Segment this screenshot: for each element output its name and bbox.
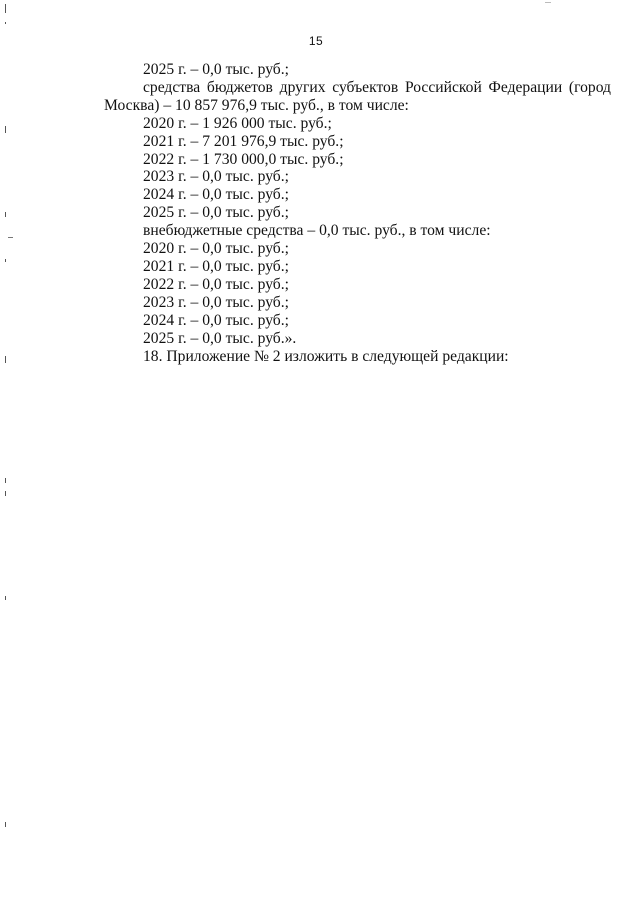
text-line: Москва) – 10 857 976,9 тыс. руб., в том числе: bbox=[104, 96, 409, 114]
scan-mark bbox=[545, 2, 551, 3]
text-line: 2022 г. – 1 730 000,0 тыс. руб.; bbox=[143, 150, 344, 168]
text-line: 2025 г. – 0,0 тыс. руб.; bbox=[143, 204, 289, 222]
text-line: 2021 г. – 0,0 тыс. руб.; bbox=[143, 257, 289, 275]
text-line: 2024 г. – 0,0 тыс. руб.; bbox=[143, 311, 289, 329]
text-line: 2020 г. – 0,0 тыс. руб.; bbox=[143, 240, 289, 258]
text-line: 2024 г. – 0,0 тыс. руб.; bbox=[143, 186, 289, 204]
text-line: 2025 г. – 0,0 тыс. руб.; bbox=[143, 61, 289, 78]
scan-mark bbox=[5, 259, 6, 262]
scan-mark bbox=[5, 356, 6, 363]
scan-mark bbox=[5, 22, 6, 24]
text-line: 2021 г. – 7 201 976,9 тыс. руб.; bbox=[143, 132, 344, 150]
scan-mark bbox=[5, 212, 6, 217]
document-body bbox=[104, 61, 611, 365]
scan-mark bbox=[5, 126, 6, 133]
text-line: 2020 г. – 1 926 000 тыс. руб.; bbox=[143, 114, 332, 132]
scan-mark bbox=[8, 237, 13, 238]
scan-mark bbox=[5, 478, 6, 483]
text-line: 2025 г. – 0,0 тыс. руб.». bbox=[143, 329, 297, 347]
scan-mark bbox=[5, 4, 6, 13]
text-line: 2023 г. – 0,0 тыс. руб.; bbox=[143, 168, 289, 186]
scan-mark bbox=[5, 596, 6, 600]
scan-mark bbox=[5, 491, 6, 496]
text-line: 2023 г. – 0,0 тыс. руб.; bbox=[143, 293, 289, 311]
page-number: 15 bbox=[308, 34, 324, 48]
scan-mark bbox=[5, 822, 6, 827]
text-line: 2022 г. – 0,0 тыс. руб.; bbox=[143, 275, 289, 293]
text-line: 18. Приложение № 2 изложить в следующей редакции: bbox=[143, 347, 509, 365]
text-line: внебюджетные средства – 0,0 тыс. руб., в том числе: bbox=[143, 222, 491, 240]
text-line: средства бюджетов других субъектов Российской Федерации (город bbox=[143, 78, 611, 96]
